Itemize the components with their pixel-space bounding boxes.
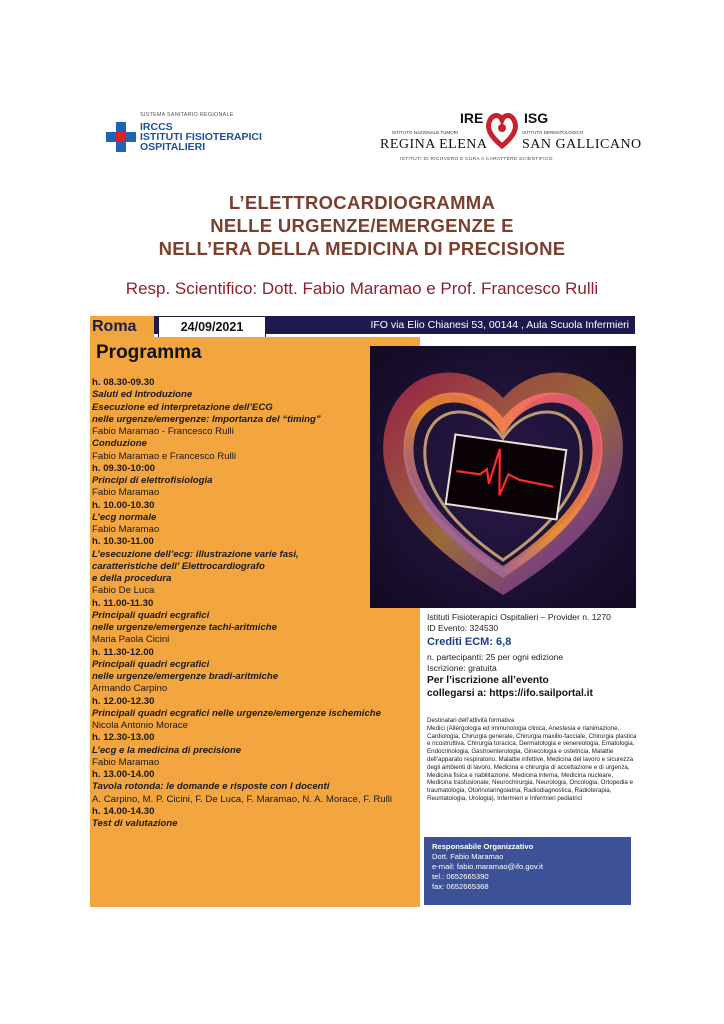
event-title [60,191,664,260]
organizer-fax: fax: 0652665368 [432,882,489,891]
programme-line: nelle urgenze/emergenze: Importanza del “timing” [92,413,321,425]
participation-info [427,652,637,673]
isg-subtitle: ISTITUTO DERMATOLOGICO [522,130,584,135]
programme-line: e della procedura [92,573,172,584]
ire-subtitle: ISTITUTO NAZIONALE TUMORI [392,130,459,135]
signup-line: Per l’iscrizione all’evento [427,675,549,686]
heart-logo-icon [486,110,518,150]
programme-line: Fabio De Luca [92,585,155,597]
programme-heading: Programma [96,342,202,363]
programme-line: Test di valutazione [92,818,178,829]
programme-line: nelle urgenze/emergenze bradi-aritmiche [92,671,279,682]
programme-line: Fabio Maramao e Francesco Rulli [92,450,236,462]
organizer-email[interactable]: e-mail: fabio.maramao@ifo.gov.it [432,862,543,871]
target-audience [427,717,637,803]
programme-line: Saluti ed Introduzione [92,389,193,401]
target-audience-body: Medici (Allergologia ed immunologia clinica, Anestesia e rianimazione, Cardiologia, Chirurgia generale, Chirurgia maxillo-facciale, Chirurgia plastica e ricostruttiva, Chirurgia toracica, Dermatologia e venereologia, Ematologia, Endocrinologia, Gastroenterologia, Ginecologia e ostetricia, Malattie dell’apparato respiratorio, Malattie infettive, Medicina del lavoro e sicurezza degli ambienti di lavoro, Medicina e chirurgia di accettazione e di urgenza, Medicina fisica e riabilitazione, Medicina interna, Medicina nucleare, Medicina trasfusionale, Neurochirurgia, Neurologia, Oncologia, Ortopedia e traumatologia, Otorinolaringoiatria, Radiodiagnostica, Radioterapia, Reumatologia, Urologia), Infermieri e Infermieri pediatrici [427,724,637,802]
programme-line: nelle urgenze/emergenze tachi-aritmiche [92,622,278,633]
ifo-logo [106,112,276,158]
ire-isg-logo [372,110,642,170]
programme-line: L’ecg e la medicina di precisione [92,744,242,756]
event-venue: IFO via Elio Chianesi 53, 00144 , Aula Scuola Infermieri [370,319,629,331]
organizer-name: Dott. Fabio Maramao [432,852,504,861]
programme-line: Fabio Maramao [92,487,160,499]
provider-line: Istituti Fisioterapici Ospitalieri – Provider n. 1270 [427,612,611,622]
programme-line: A. Carpino, M. P. Cicini, F. De Luca, F. Maramao, N. A. Morace, F. Rulli [92,793,392,805]
programme-line: h. 11.30-12.00 [92,646,154,658]
organizer-phone: tel.: 0652665390 [432,872,489,881]
programme-line: Maria Paola Cicini [92,634,170,646]
programme-line: h. 10.30-11.00 [92,536,154,548]
title-line: NELL’ERA DELLA MEDICINA DI PRECISIONE [158,238,566,259]
programme-line: Fabio Maramao [92,756,160,768]
red-blue-cross-icon [106,122,136,152]
programme-line: Principali quadri ecgrafici nelle urgenze/emergenze ischemiche [92,707,381,719]
organizer-box [424,837,631,905]
programme-line: Principali quadri ecgrafici [92,609,210,621]
ifo-regional-label: SISTEMA SANITARIO REGIONALE [140,112,234,118]
programme-line: h. 09.30-10:00 [92,462,155,474]
event-id: ID Evento: 324530 [427,622,499,633]
programme-line: caratteristiche dell’ Elettrocardiografo [92,560,265,572]
participants-count: n. partecipanti: 25 per ogni edizione [427,652,564,662]
provider-info [427,612,637,633]
ire-name: REGINA ELENA [380,137,488,152]
ifo-name: IRCCS ISTITUTI FISIOTERAPICI OSPITALIERI [140,121,262,153]
city-label: Roma [90,316,154,337]
programme-line: h. 13.00-14.00 [92,769,155,780]
programme-line: Principi di elettrofisiologia [92,475,213,486]
signup-info [427,675,642,700]
signup-link[interactable]: collegarsi a: https://ifo.sailportal.it [427,687,593,699]
programme-line: h. 08.30-09.30 [92,377,155,388]
programme-line: Nicola Antonio Morace [92,720,188,731]
ecm-credits: Crediti ECM: 6,8 [427,636,512,648]
programme-line: h. 10.00-10.30 [92,499,155,511]
title-line: NELLE URGENZE/EMERGENZE E [210,215,514,236]
organizer-heading: Responsabile Organizzativo [432,842,534,851]
programme-line: Esecuzione ed interpretazione dell’ECG [92,401,273,413]
programme-line: L’ecg normale [92,511,157,523]
registration-fee: Iscrizione: gratuita [427,662,497,673]
programme-line: Fabio Maramao [92,524,160,535]
heart-ecg-image [370,346,636,608]
programme-line: L’esecuzione dell’ecg: illustrazione varie fasi, [92,548,299,560]
ire-isg-footer: ISTITUTI DI RICOVERO E CURA A CARATTERE SCIENTIFICO [400,157,553,162]
programme-line: h. 14.00-14.30 [92,805,155,817]
programme-line: Fabio Maramao - Francesco Rulli [92,426,234,437]
scientific-lead: Resp. Scientifico: Dott. Fabio Maramao e Prof. Francesco Rulli [125,279,599,298]
isg-name: SAN GALLICANO [522,137,642,152]
programme-line: h. 12.30-13.00 [92,732,155,744]
programme-line: Tavola rotonda: le domande e risposte con I docenti [92,781,330,793]
ire-label: IRE [460,110,484,126]
title-line: L’ELETTROCARDIOGRAMMA [228,192,496,213]
target-audience-heading: Destinatari dell’attività formativa [427,717,515,724]
programme-line: Principali quadri ecgrafici [92,658,210,670]
programme-line: h. 11.00-11.30 [92,597,154,609]
programme-line: h. 12.00-12.30 [92,695,155,707]
programme-line: Conduzione [92,438,147,450]
isg-label: ISG [524,110,549,126]
programme-line: Armando Carpino [92,683,168,695]
event-date: 24/09/2021 [158,316,266,338]
